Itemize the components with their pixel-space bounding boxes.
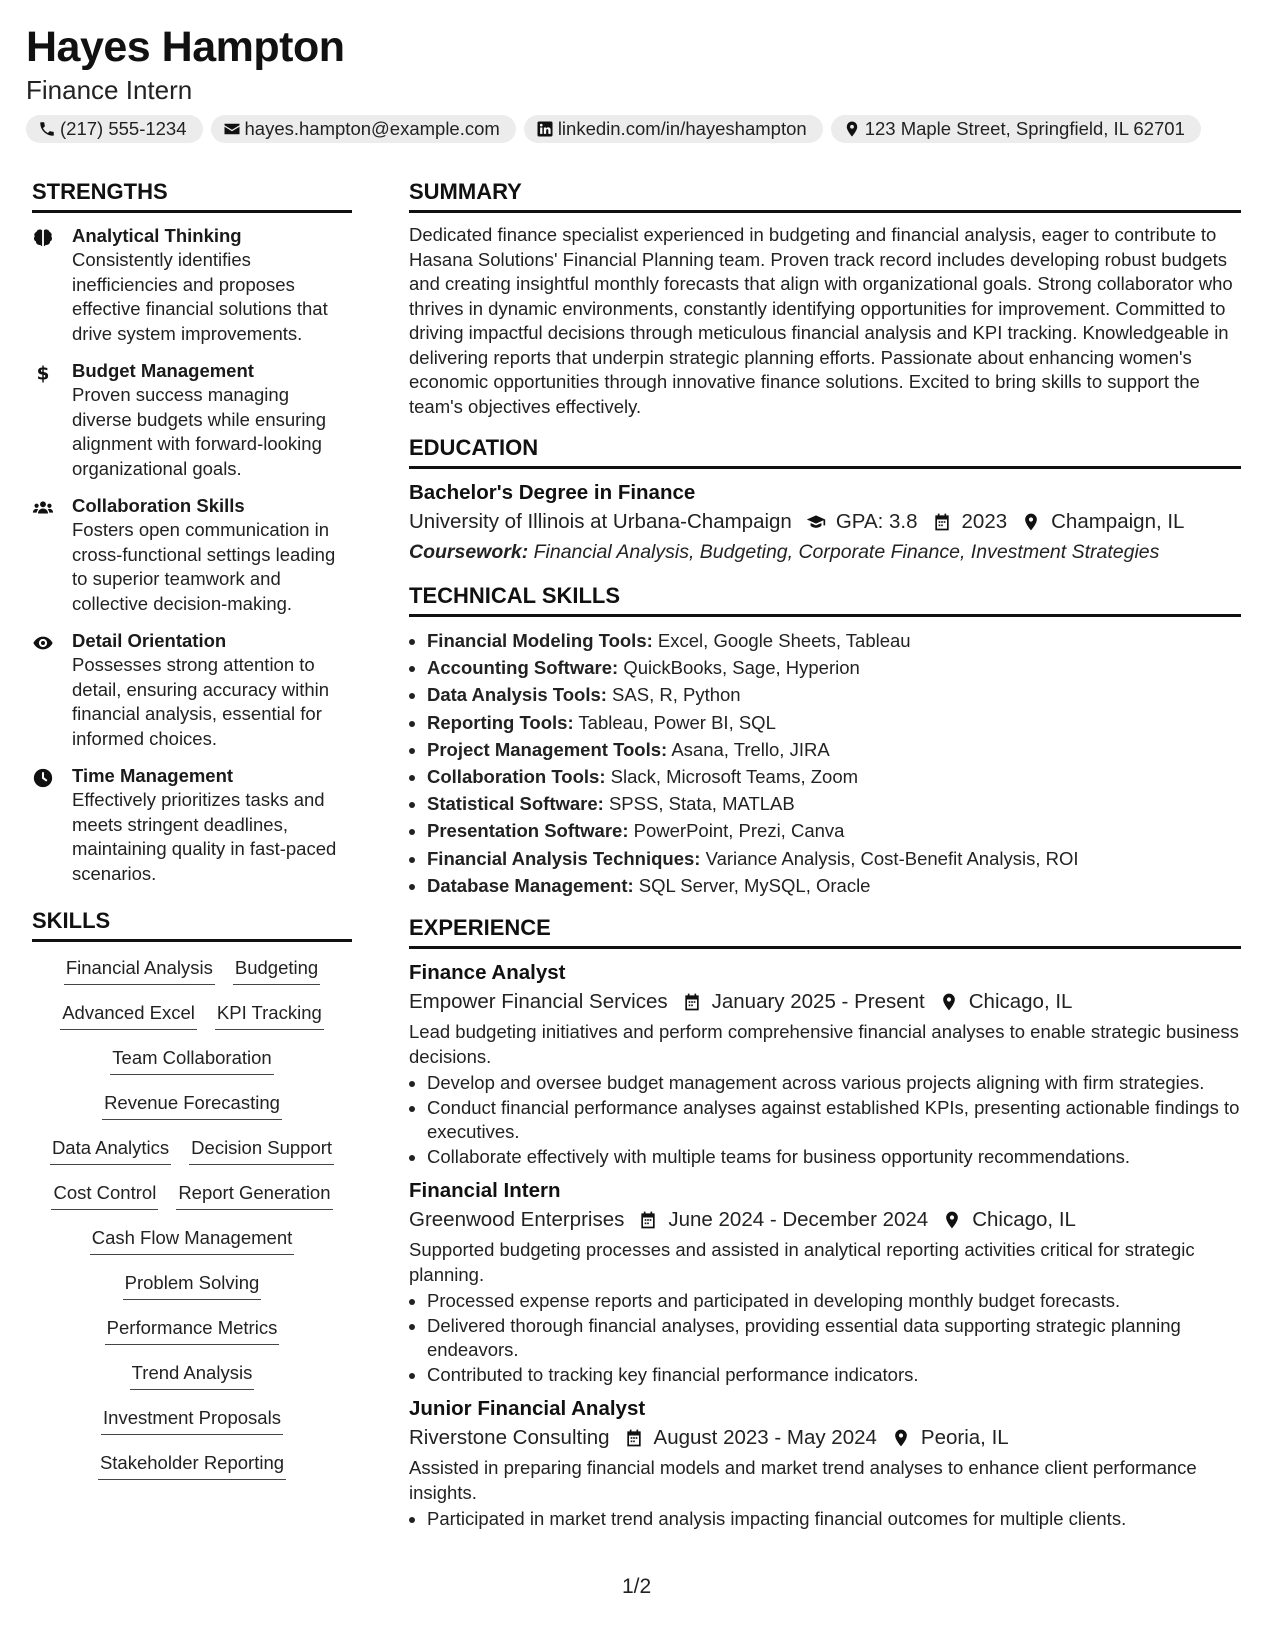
experience-heading: EXPERIENCE — [409, 913, 1241, 949]
job-title: Finance Analyst — [409, 961, 566, 985]
skill-tag: Decision Support — [189, 1136, 334, 1165]
job-location: Chicago, IL — [968, 990, 1073, 1014]
job-bullets — [409, 1071, 1241, 1169]
summary-text: Dedicated finance specialist experienced in budgeting and financial analysis, eager to contribute to Hasana Solutions' Financial Planning team. Proven track record includes developing robust budgets and creating insightful monthly forecasts that align with organizational goals. Strong collaborator who thrives in dynamic environments, constantly identifying opportunities for improvement. Committed to driving impactful decisions through meticulous financial analysis and KPI tracking. Knowledgeable in delivering reports that underpin strategic planning efforts. Passionate about enhancing women's economic opportunities through innovative finance solutions. Excited to bring skills to support the team's objectives effectively. — [409, 224, 1233, 417]
skill-tag: Performance Metrics — [105, 1316, 280, 1345]
page-number: 1/2 — [622, 1575, 652, 1598]
list-item: • Statistical Software: SPSS, Stata, MATLAB — [427, 790, 1241, 817]
job-location: Chicago, IL — [972, 1208, 1076, 1232]
strength-desc: Consistently identifies inefficiencies and proposes effective financial solutions that drive system improvements. — [72, 249, 328, 344]
job-location: Peoria, IL — [920, 1426, 1009, 1450]
job-meta — [409, 1423, 1241, 1453]
skill-tag: Report Generation — [176, 1181, 332, 1210]
candidate-title: Finance Intern — [26, 75, 193, 105]
strength-desc: Possesses strong attention to detail, ensuring accuracy within financial analysis, essential for informed choices. — [72, 654, 330, 749]
dollar-icon — [32, 362, 54, 384]
job-bullets — [409, 1289, 1241, 1387]
skill-tag: KPI Tracking — [215, 1001, 324, 1030]
map-pin-icon — [891, 1428, 911, 1448]
job-summary: Lead budgeting initiatives and perform comprehensive financial analyses to enable strategic business decisions. — [409, 1021, 1239, 1067]
list-item: • Database Management: SQL Server, MySQL, Oracle — [427, 872, 1241, 899]
list-item: • Data Analysis Tools: SAS, R, Python — [427, 681, 1241, 708]
map-pin-icon — [1021, 512, 1041, 532]
job-entry — [409, 1177, 1241, 1387]
list-item: • Processed expense reports and participated in developing monthly budget forecasts. — [427, 1289, 1241, 1314]
strength-item — [32, 358, 352, 481]
edu-location: Champaign, IL — [1051, 510, 1185, 533]
calendar-icon — [682, 992, 702, 1012]
list-item: • Project Management Tools: Asana, Trello, JIRA — [427, 736, 1241, 763]
contact-linkedin[interactable] — [524, 115, 823, 143]
list-item: • Develop and oversee budget management across various projects aligning with firm strategies. — [427, 1071, 1241, 1096]
strength-desc: Effectively prioritizes tasks and meets stringent deadlines, maintaining quality in fast-paced scenarios. — [72, 789, 337, 884]
job-bullets — [409, 1507, 1241, 1532]
coursework — [409, 537, 1241, 567]
skills-list — [32, 956, 352, 1496]
linkedin-icon — [536, 120, 554, 138]
calendar-icon — [624, 1428, 644, 1448]
strength-title: Collaboration Skills — [72, 495, 245, 516]
contact-email[interactable] — [211, 115, 516, 143]
job-title: Financial Intern — [409, 1179, 561, 1203]
strength-title: Time Management — [72, 765, 234, 786]
job-title: Junior Financial Analyst — [409, 1397, 646, 1421]
strength-title: Detail Orientation — [72, 630, 227, 651]
skills-heading: SKILLS — [32, 906, 352, 942]
strength-item — [32, 223, 352, 346]
gpa: GPA: 3.8 — [835, 510, 918, 533]
contact-bar — [26, 115, 1201, 143]
list-item: • Conduct financial performance analyses against established KPIs, presenting actionable findings to executives. — [427, 1096, 1241, 1145]
degree-title: Bachelor's Degree in Finance — [409, 481, 696, 504]
svg-text:$: $ — [36, 363, 50, 384]
strength-desc: Proven success managing diverse budgets while ensuring alignment with forward-looking organizational goals. — [72, 384, 327, 479]
list-item: • Reporting Tools: Tableau, Power BI, SQL — [427, 709, 1241, 736]
list-item: • Participated in market trend analysis impacting financial outcomes for multiple clients. — [427, 1507, 1241, 1532]
calendar-icon — [638, 1210, 658, 1230]
job-entry — [409, 1395, 1241, 1532]
company-name: Riverstone Consulting — [409, 1426, 610, 1450]
strength-item — [32, 493, 352, 616]
list-item: • Financial Modeling Tools: Excel, Google Sheets, Tableau — [427, 627, 1241, 654]
job-dates: June 2024 - December 2024 — [668, 1208, 929, 1232]
map-pin-icon — [942, 1210, 962, 1230]
coursework-list: Financial Analysis, Budgeting, Corporate Finance, Investment Strategies — [533, 541, 1160, 563]
education-heading: EDUCATION — [409, 433, 1241, 469]
summary-heading: SUMMARY — [409, 177, 1241, 213]
skill-tag: Advanced Excel — [60, 1001, 197, 1030]
strengths-heading: STRENGTHS — [32, 177, 352, 213]
job-summary: Supported budgeting processes and assisted in analytical reporting activities critical for strategic planning. — [409, 1239, 1195, 1285]
brain-icon — [32, 227, 54, 249]
strength-item — [32, 628, 352, 751]
right-column — [409, 177, 1241, 1532]
left-column — [32, 177, 352, 1496]
skill-tag: Financial Analysis — [64, 956, 215, 985]
list-item: • Delivered thorough financial analyses, providing essential data supporting strategic planning endeavors. — [427, 1314, 1241, 1363]
graduation-cap-icon — [806, 512, 826, 532]
skill-tag: Trend Analysis — [130, 1361, 255, 1390]
list-item: • Contributed to tracking key financial performance indicators. — [427, 1363, 1241, 1388]
job-dates: January 2025 - Present — [711, 990, 925, 1014]
job-entry — [409, 959, 1241, 1169]
list-item: • Presentation Software: PowerPoint, Prezi, Canva — [427, 817, 1241, 844]
envelope-icon — [223, 120, 241, 138]
skill-tag: Team Collaboration — [110, 1046, 273, 1075]
skill-tag: Cost Control — [51, 1181, 158, 1210]
list-item: • Collaboration Tools: Slack, Microsoft Teams, Zoom — [427, 763, 1241, 790]
calendar-icon — [932, 512, 952, 532]
technical-skills-list — [409, 627, 1241, 899]
list-item: • Collaborate effectively with multiple teams for business opportunity recommendations. — [427, 1145, 1241, 1170]
skill-tag: Problem Solving — [123, 1271, 262, 1300]
school-name: University of Illinois at Urbana-Champaign — [409, 510, 792, 533]
skill-tag: Stakeholder Reporting — [98, 1451, 286, 1480]
linkedin-text: linkedin.com/in/hayeshampton — [557, 118, 807, 139]
skill-tag: Data Analytics — [50, 1136, 171, 1165]
skill-tag: Revenue Forecasting — [102, 1091, 282, 1120]
job-meta — [409, 1205, 1241, 1235]
map-pin-icon — [843, 120, 861, 138]
company-name: Empower Financial Services — [409, 990, 668, 1014]
clock-icon — [32, 767, 54, 789]
phone-icon — [38, 120, 56, 138]
phone-text: (217) 555-1234 — [60, 118, 187, 139]
contact-phone[interactable] — [26, 115, 203, 143]
strength-title: Budget Management — [72, 360, 254, 381]
contact-address — [831, 115, 1201, 143]
job-meta — [409, 987, 1241, 1017]
email-text: hayes.hampton@example.com — [244, 118, 500, 139]
coursework-label: Coursework: — [409, 541, 529, 563]
users-icon — [32, 497, 54, 519]
grad-year: 2023 — [961, 510, 1008, 533]
education-meta — [409, 507, 1241, 537]
map-pin-icon — [939, 992, 959, 1012]
job-dates: August 2023 - May 2024 — [653, 1426, 877, 1450]
list-item: • Accounting Software: QuickBooks, Sage, Hyperion — [427, 654, 1241, 681]
list-item: • Financial Analysis Techniques: Variance Analysis, Cost-Benefit Analysis, ROI — [427, 845, 1241, 872]
candidate-name: Hayes Hampton — [26, 23, 345, 71]
company-name: Greenwood Enterprises — [409, 1208, 625, 1232]
strength-desc: Fosters open communication in cross-functional settings leading to superior teamwork and collective decision-making. — [72, 519, 336, 614]
skill-tag: Budgeting — [233, 956, 320, 985]
skill-tag: Investment Proposals — [101, 1406, 283, 1435]
skill-tag: Cash Flow Management — [90, 1226, 295, 1255]
strength-title: Analytical Thinking — [72, 225, 242, 246]
eye-icon — [32, 632, 54, 654]
technical-skills-heading: TECHNICAL SKILLS — [409, 581, 1241, 617]
strength-item — [32, 763, 352, 886]
address-text: 123 Maple Street, Springfield, IL 62701 — [864, 118, 1185, 139]
job-summary: Assisted in preparing financial models and market trend analyses to enhance client performance insights. — [409, 1457, 1197, 1503]
